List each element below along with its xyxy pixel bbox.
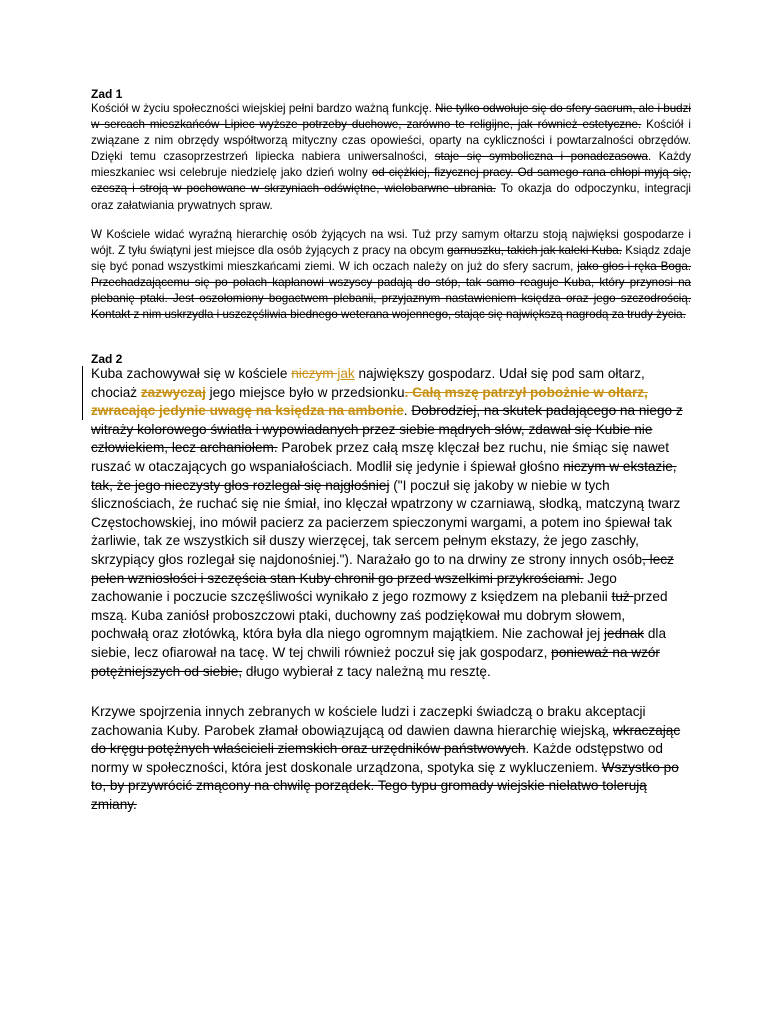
zad2-paragraph-2: [91, 703, 683, 815]
revision-change-bar: [82, 366, 83, 420]
text-run: To okazja do odpoczynku, integracji oraz załatwiania prywatnych spraw.: [91, 182, 691, 212]
text-run: W Kościele widać wyraźną hierarchię osób żyjących na wsi. Tuż przy samym ołtarzu stoją najwięksi gospodarze i wójt. Z tyłu świątyni jest miejsce dla osób żyjących z pracy na obcym: [91, 228, 691, 258]
text-run: długo wybierał z tacy należną mu resztę.: [242, 663, 491, 679]
tracked-deletion-run: . Całą mszę patrzył pobożnie w ołtarz, zwracając jedynie uwagę na księdza na ambonie: [91, 384, 648, 419]
tracked-deletion-run: zazwyczaj: [140, 384, 206, 400]
text-run: jego miejsce było w przedsionku: [205, 384, 405, 400]
text-run: . Każdy mieszkaniec wsi celebruje niedzielę jako dzień wolny: [91, 150, 691, 180]
deleted-text-run: niczym w ekstazie, tak, że jego nieczysty głos rozlegał się najgłośniej: [91, 458, 677, 493]
deleted-text-run: Nie tylko odwołuje się do sfery sacrum, ale i budzi w sercach mieszkańców Lipiec wyższe potrzeby duchowe, zarówno te religijne, jak również estetyczne.: [91, 102, 691, 132]
text-run: .: [403, 403, 412, 419]
text-run: Jego zachowanie i poczucie szczęśliwości wynikało z jego rozmowy z księdzem na plebanii: [91, 570, 617, 605]
deleted-text-run: jednak: [604, 626, 645, 642]
text-run: . Każde odstępstwo od normy w społeczności, która jest doskonale urządzona, spotyka się z wykluczeniem.: [91, 741, 663, 775]
deleted-text-run: staje się symboliczna i ponadczasowa: [434, 150, 648, 164]
tracked-deletion-run: niczym: [291, 366, 338, 381]
zad2-paragraph-1: [91, 365, 683, 681]
deleted-text-run: tuż: [611, 589, 634, 605]
text-run: Ksiądz zdaje się być ponad wszystkimi mieszkańcami ziemi. W ich oczach należy on już do sfery sacrum,: [91, 244, 691, 274]
text-run: największy gospodarz. Udał się pod sam ołtarz, chociaż: [91, 366, 645, 400]
text-run: Kuba zachowywał się w kościele: [91, 366, 292, 381]
deleted-text-run: Wszystko po to, by przywrócić zmącony na chwilę porządek. Tego typu gromady wiejskie niełatwo tolerują zmiany.: [91, 759, 679, 812]
deleted-text-run: Dobrodziej, na skutek padającego na niego z witraży kolorowego światła i wypowiadanych przez siebie mądrych słów, zdawał się Kubie nie człowiekiem, lecz archaniołem.: [91, 403, 683, 456]
deleted-text-run: wkraczając do kręgu potężnych właścicieli ziemskich oraz urzędników państwowych: [91, 722, 681, 757]
text-run: Parobek przez całą mszę klęczał bez ruchu, nie śmiąc się nawet ruszać w otaczających go wspaniałościach. Modlił się jedynie i śpiewał głośno: [91, 440, 669, 474]
deleted-text-run: , lecz pełen wzniosłości i szczęścia stan Kuby chronił go przed wszelkimi przykrościami.: [91, 551, 674, 586]
zad1-paragraph-2: [91, 227, 691, 324]
deleted-text-run: ponieważ na wzór potężniejszych od siebie,: [91, 644, 660, 679]
text-run: dla siebie, lecz ofiarował na tacę. W tej chwili również poczuł się jak gospodarz,: [91, 626, 667, 660]
zad2-heading: Zad 2: [91, 352, 123, 366]
text-run: Krzywe spojrzenia innych zebranych w kościele ludzi i zaczepki świadczą o braku akceptacji zachowania Kuby. Parobek złamał obowiązującą od dawien dawna hierarchię wiejską,: [91, 704, 646, 738]
tracked-insertion-run: jak: [337, 366, 355, 381]
deleted-text-run: jako głos i ręka Boga. Przechadzającemu się po polach kapłanowi wszyscy padają do stóp, tak samo reaguje Kuba, który przynosi na plebanię ptaki. Jest oszołomiony bogactwem plebanii, przyjaznym nastawieniem księdza oraz jego szczodrością. Kontakt z nim uskrzydla i uszczęśliwia biednego weterana wojennego, stając się największą nagrodą za trudy życia.: [91, 260, 691, 322]
text-run: Kościół w życiu społeczności wiejskiej pełni bardzo ważną funkcję.: [91, 102, 436, 115]
deleted-text-run: garnuszku, takich jak kaleki Kuba.: [447, 244, 622, 258]
text-run: przed mszą. Kuba zaniósł proboszczowi ptaki, duchowny zaś podziękował mu dobrym słowem, pochwałą oraz złotówką, która była dla niego ogromnym majątkiem. Nie zachował jej: [91, 589, 668, 642]
zad1-paragraph-1: [91, 101, 691, 214]
text-run: Kościół i związane z nim obrzędy współtworzą mityczny czas opowieści, oparty na cykliczności i powtarzalności obrzędów. Dzięki temu czasoprzestrzeń lipiecka nabiera uniwersalności,: [91, 118, 691, 164]
text-run: ("I poczuł się jakoby w niebie w tych ślicznościach, że ruchać się nie śmiał, ino klęczał wpatrzony w czarniawą, słodką, matczyną twarz Częstochowskiej, ino mówił pacierz za pacierzem spieczonymi wargami, a potem ino śpiewał tak żarliwie, tak ze wszystkich sił duszy wierzęcej, tak sercem pełnym ekstazy, że jego zaschły, skrzypiący głos rozlegał się najdonośniej."). Narażało go to na drwiny ze strony innych osób: [91, 477, 681, 567]
zad1-heading: Zad 1: [91, 87, 123, 101]
deleted-text-run: od ciężkiej, fizycznej pracy. Od samego rana chłopi myją się, czeszą i stroją w pochowane w skrzyniach odświętne, wielobarwne ubrania.: [91, 166, 691, 196]
